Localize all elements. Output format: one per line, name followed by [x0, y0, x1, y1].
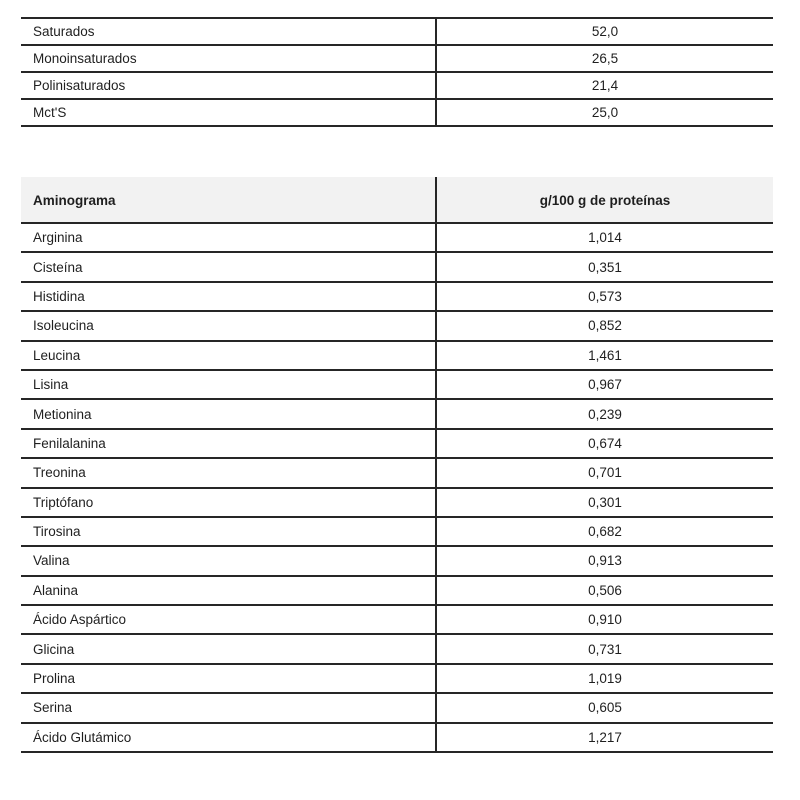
table-row	[21, 458, 773, 487]
table-row	[21, 18, 773, 45]
row-label: Saturados	[21, 18, 436, 45]
row-value: 0,852	[436, 311, 773, 340]
row-value: 0,239	[436, 399, 773, 428]
row-value: 0,731	[436, 634, 773, 663]
table-row	[21, 517, 773, 546]
row-label: Ácido Aspártico	[21, 605, 436, 634]
row-label: Monoinsaturados	[21, 45, 436, 72]
table-row	[21, 693, 773, 722]
row-value: 0,605	[436, 693, 773, 722]
row-label: Cisteína	[21, 252, 436, 281]
row-value: 0,701	[436, 458, 773, 487]
row-label: Lisina	[21, 370, 436, 399]
row-label: Ácido Glutámico	[21, 723, 436, 752]
table-row	[21, 282, 773, 311]
aminogram-header-label: Aminograma	[21, 178, 436, 224]
lipids-table-body	[21, 18, 773, 126]
aminogram-table-head	[21, 178, 773, 224]
table-row	[21, 576, 773, 605]
table-row	[21, 223, 773, 252]
aminogram-table-body	[21, 223, 773, 752]
row-value: 0,682	[436, 517, 773, 546]
row-label: Leucina	[21, 341, 436, 370]
table-row	[21, 341, 773, 370]
row-value: 0,674	[436, 429, 773, 458]
row-label: Prolina	[21, 664, 436, 693]
row-value: 1,461	[436, 341, 773, 370]
aminogram-header-unit: g/100 g de proteínas	[436, 178, 773, 224]
table-row	[21, 664, 773, 693]
row-value: 52,0	[436, 18, 773, 45]
aminogram-header-row	[21, 178, 773, 224]
lipids-table	[21, 17, 773, 127]
row-label: Valina	[21, 546, 436, 575]
row-label: Mct'S	[21, 99, 436, 126]
row-label: Tirosina	[21, 517, 436, 546]
row-label: Serina	[21, 693, 436, 722]
row-label: Polinisaturados	[21, 72, 436, 99]
table-row	[21, 605, 773, 634]
table-row	[21, 370, 773, 399]
row-label: Fenilalanina	[21, 429, 436, 458]
row-value: 1,014	[436, 223, 773, 252]
row-value: 26,5	[436, 45, 773, 72]
table-row	[21, 45, 773, 72]
table-row	[21, 546, 773, 575]
row-label: Treonina	[21, 458, 436, 487]
row-value: 0,967	[436, 370, 773, 399]
table-row	[21, 723, 773, 752]
row-value: 0,351	[436, 252, 773, 281]
table-row	[21, 634, 773, 663]
row-label: Glicina	[21, 634, 436, 663]
row-label: Alanina	[21, 576, 436, 605]
table-row	[21, 99, 773, 126]
row-label: Triptófano	[21, 488, 436, 517]
row-value: 0,910	[436, 605, 773, 634]
table-row	[21, 429, 773, 458]
row-value: 21,4	[436, 72, 773, 99]
row-label: Histidina	[21, 282, 436, 311]
table-row	[21, 311, 773, 340]
aminogram-table	[21, 177, 773, 753]
row-label: Isoleucina	[21, 311, 436, 340]
table-row	[21, 488, 773, 517]
table-row	[21, 252, 773, 281]
row-value: 1,019	[436, 664, 773, 693]
row-value: 0,301	[436, 488, 773, 517]
table-row	[21, 399, 773, 428]
table-row	[21, 72, 773, 99]
row-value: 0,573	[436, 282, 773, 311]
row-value: 0,506	[436, 576, 773, 605]
row-value: 1,217	[436, 723, 773, 752]
row-value: 0,913	[436, 546, 773, 575]
row-label: Metionina	[21, 399, 436, 428]
row-label: Arginina	[21, 223, 436, 252]
row-value: 25,0	[436, 99, 773, 126]
